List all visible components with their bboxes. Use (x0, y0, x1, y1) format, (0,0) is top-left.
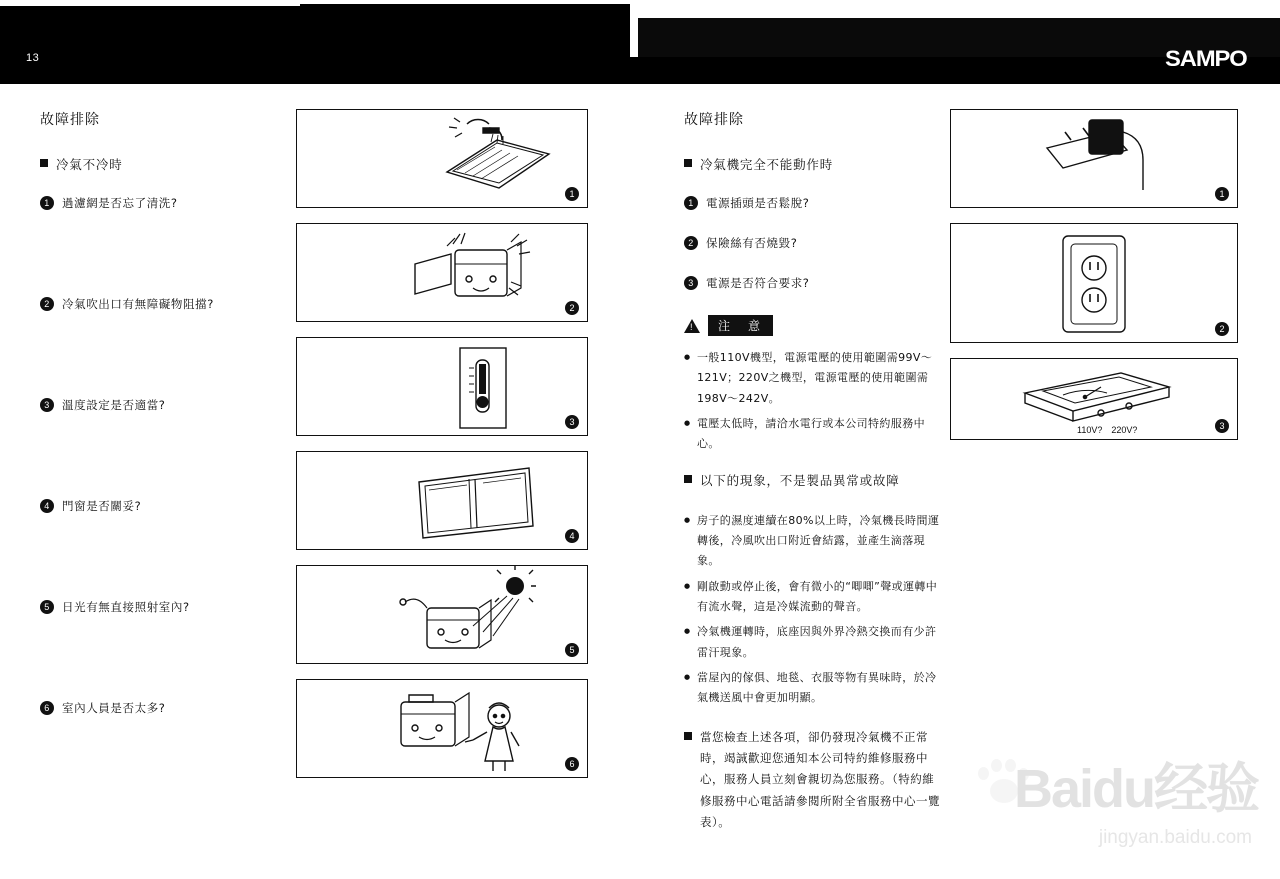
left-section-title: 故障排除 (40, 112, 100, 128)
crowded-room-icon (297, 680, 588, 778)
normal-phenomena-list (684, 511, 942, 709)
item-number-badge: 3 (40, 398, 54, 412)
left-subhead (40, 155, 270, 173)
figure-filter-washing (296, 109, 588, 208)
figure-thermostat (296, 337, 588, 436)
plug-outlet-icon (951, 110, 1238, 208)
figure-sunlight (296, 565, 588, 664)
wall-socket-icon (951, 224, 1238, 343)
item-number-badge: 1 (684, 196, 698, 210)
figure-number-badge: 1 (565, 187, 579, 201)
right-column-text (684, 109, 942, 833)
list-item-label: 室內人員是否太多? (62, 701, 166, 715)
item-number-badge: 6 (40, 701, 54, 715)
list-item-label: 日光有無直接照射室內? (62, 600, 190, 614)
normal-phenomena-head (684, 471, 942, 489)
figure-number-badge: 2 (1215, 322, 1229, 336)
sunlight-on-unit-icon (297, 566, 588, 664)
caution-label: 注 意 (708, 315, 773, 336)
list-item-label: 過濾網是否忘了清洗? (62, 196, 178, 210)
list-item (40, 397, 270, 498)
warning-exclamation: ! (690, 321, 693, 332)
figure-window (296, 451, 588, 550)
square-bullet-icon (684, 159, 692, 167)
filter-washing-icon (297, 110, 588, 208)
list-item-label: 電源是否符合要求? (706, 276, 810, 290)
left-column-text (40, 109, 270, 801)
band-white-strip (300, 0, 630, 4)
list-item (40, 599, 270, 700)
caution-bullet-list (684, 348, 942, 455)
list-item (684, 195, 942, 211)
square-bullet-icon (684, 475, 692, 483)
list-item: ● 房子的濕度連續在80%以上時，冷氣機長時間運轉後，冷風吹出口附近會結露，並產生滴落現象。 (684, 511, 942, 572)
blocked-airflow-unit-icon (297, 224, 588, 322)
right-subhead-label: 冷氣機完全不能動作時 (700, 157, 834, 172)
list-item (40, 296, 270, 397)
figure-number-badge: 3 (565, 415, 579, 429)
figure-number-badge: 5 (565, 643, 579, 657)
final-note-text: 當您檢查上述各項，卻仍發現冷氣機不正常時，竭誠歡迎您通知本公司特約維修服務中心，服務人員立刻會親切為您服務。（特約維修服務中心電話請參閱所附全省服務中心一覽表）。 (700, 729, 940, 829)
list-item-label: 門窗是否關妥? (62, 499, 142, 513)
list-item (684, 275, 942, 291)
list-item: ● 一般110V機型，電源電壓的使用範圍需99V～121V；220V之機型，電源電壓的使用範圍需198V～242V。 (684, 348, 942, 409)
figure-crowded-room (296, 679, 588, 778)
list-item (684, 235, 942, 251)
square-bullet-icon (40, 159, 48, 167)
list-item-label: 保險絲有否燒毀? (706, 236, 798, 250)
list-item: ● 當屋內的傢俱、地毯、衣服等物有異味時，於冷氣機送風中會更加明顯。 (684, 668, 942, 709)
item-number-badge: 2 (684, 236, 698, 250)
page-content (0, 84, 1280, 879)
figure-plug-outlet (950, 109, 1238, 208)
item-number-badge: 4 (40, 499, 54, 513)
list-item: ● 電壓太低時，請洽水電行或本公司特約服務中心。 (684, 414, 942, 455)
figure-number-badge: 3 (1215, 419, 1229, 433)
figure-number-badge: 4 (565, 529, 579, 543)
left-subhead-label: 冷氣不冷時 (56, 157, 123, 172)
band-notch-left (0, 0, 300, 6)
list-item-label: 冷氣吹出口有無障礙物阻擋? (62, 297, 214, 311)
figure-voltage-meter (950, 358, 1238, 440)
thermostat-icon (297, 338, 588, 436)
caution-header (684, 315, 942, 336)
item-number-badge: 5 (40, 600, 54, 614)
right-figure-column (950, 109, 1238, 455)
header-band (0, 0, 1280, 84)
list-item (40, 498, 270, 599)
figure-wall-socket (950, 223, 1238, 343)
list-item (40, 700, 270, 801)
figure-caption: 110V? 220V? (1077, 425, 1138, 435)
list-item-label: 溫度設定是否適當? (62, 398, 166, 412)
square-bullet-icon (684, 732, 692, 740)
watermark-secondary: jingyan.baidu.com (1098, 827, 1252, 848)
list-item (40, 195, 270, 296)
left-figure-column (296, 109, 588, 793)
item-number-badge: 1 (40, 196, 54, 210)
list-item-label: 電源插頭是否鬆脫? (706, 196, 810, 210)
left-question-list (40, 195, 270, 801)
item-number-badge: 3 (684, 276, 698, 290)
figure-number-badge: 2 (565, 301, 579, 315)
band-white-right (638, 0, 1280, 18)
figure-number-badge: 1 (1215, 187, 1229, 201)
figure-number-badge: 6 (565, 757, 579, 771)
right-subhead (684, 155, 942, 173)
watermark-primary: Baidu经验 (1013, 759, 1258, 819)
right-question-list (684, 195, 942, 291)
right-section-title: 故障排除 (684, 112, 744, 128)
list-item: ● 冷氣機運轉時，底座因與外界冷熱交換而有少許雷汗現象。 (684, 622, 942, 663)
warning-triangle-icon (684, 319, 700, 333)
list-item: ● 剛啟動或停止後，會有微小的“唧唧”聲或運轉中有流水聲，這是冷媒流動的聲音。 (684, 577, 942, 618)
figure-blocked-airflow (296, 223, 588, 322)
page-number: 13 (26, 52, 40, 64)
normal-phenomena-label: 以下的現象，不是製品異常或故障 (700, 472, 900, 488)
brand-logo: SAMPO (1165, 46, 1248, 71)
final-note-block (684, 727, 942, 833)
voltage-meter-icon (951, 359, 1238, 440)
window-icon (297, 452, 588, 550)
item-number-badge: 2 (40, 297, 54, 311)
band-white-gap (630, 0, 638, 57)
